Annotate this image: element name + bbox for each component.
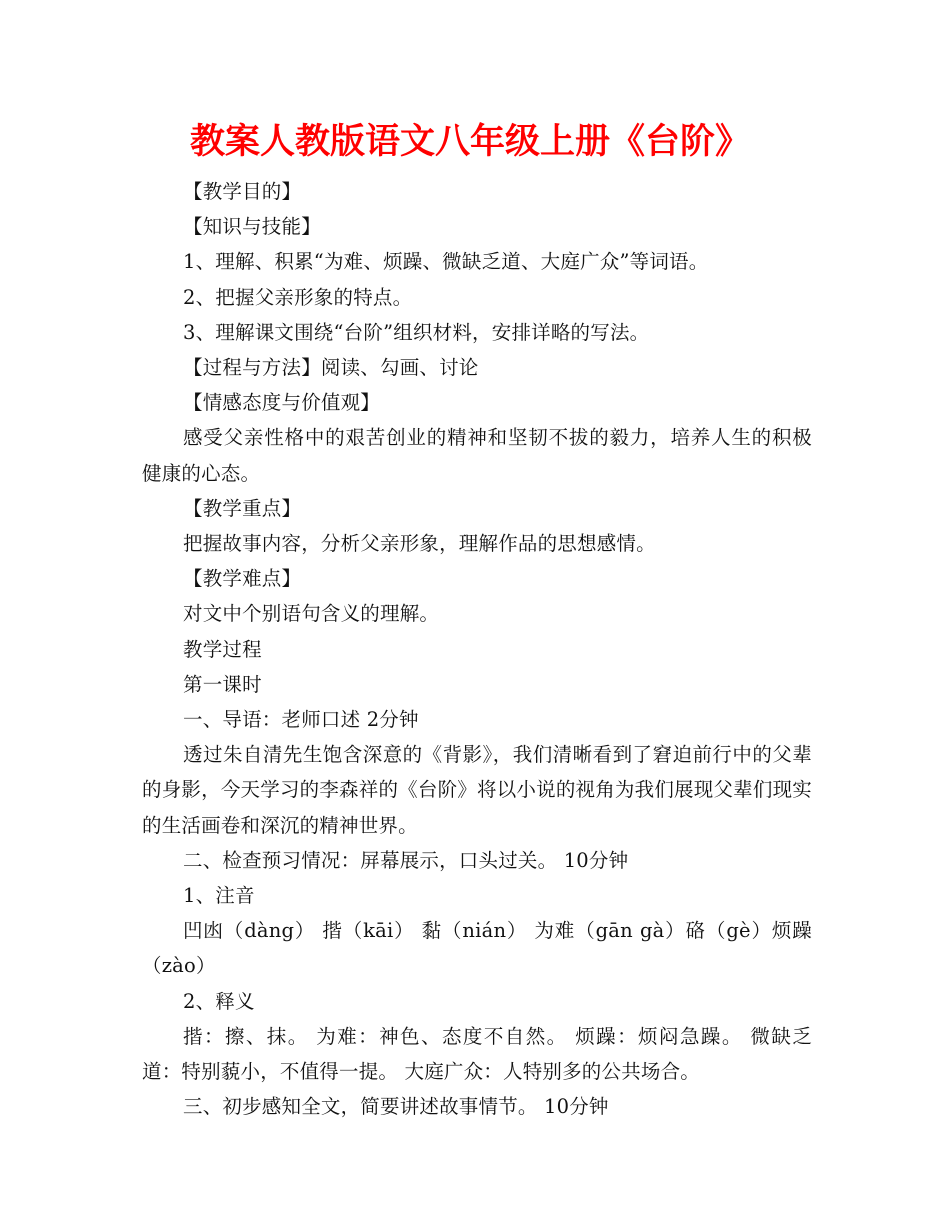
key-points-text: 把握故事内容，分析父亲形象，理解作品的思想感情。 [183, 532, 656, 556]
section-preview-check: 二、检查预习情况：屏幕展示，口头过关。 10分钟 [183, 848, 629, 872]
heading-difficulties: 【教学难点】 [183, 567, 302, 591]
difficulties-text: 对文中个别语句含义的理解。 [183, 602, 440, 626]
heading-teaching-process: 教学过程 [183, 637, 262, 661]
definitions-text: 揩：擦、抹。 为难：神色、态度不自然。 烦躁：烦闷急躁。 微缺乏道：特别藐小，不值得一提。 大庭广众：人特别多的公共场合。 [142, 1024, 812, 1084]
goal-item-1: 1、理解、积累“为难、烦躁、微缺乏道、大庭广众”等词语。 [183, 250, 709, 274]
document-page [142, 112, 812, 1124]
section-introduction: 一、导语：老师口述 2分钟 [183, 708, 419, 732]
section-perception: 三、初步感知全文，简要讲述故事情节。 10分钟 [183, 1095, 609, 1119]
heading-key-points: 【教学重点】 [183, 496, 302, 520]
emotion-values-text: 感受父亲性格中的艰苦创业的精神和坚韧不拔的毅力，培养人生的积极健康的心态。 [142, 426, 812, 485]
heading-process-methods: 【过程与方法】阅读、勾画、讨论 [183, 356, 479, 380]
goal-item-2: 2、把握父亲形象的特点。 [183, 285, 413, 309]
document-title: 教案人教版语文八年级上册《台阶》 [190, 122, 751, 162]
heading-first-lesson: 第一课时 [183, 672, 262, 696]
heading-emotion-values: 【情感态度与价值观】 [183, 391, 381, 415]
heading-knowledge-skills: 【知识与技能】 [183, 215, 321, 239]
introduction-text: 透过朱自清先生饱含深意的《背影》，我们清晰看到了窘迫前行中的父辈的身影，今天学习的李森祥的《台阶》将以小说的视角为我们展现父辈们现实的生活画卷和深沉的精神世界。 [142, 743, 812, 837]
subsection-definitions: 2、释义 [183, 989, 255, 1013]
goal-item-3: 3、理解课文围绕“台阶”组织材料，安排详略的写法。 [183, 320, 650, 344]
heading-teaching-goals: 【教学目的】 [183, 180, 302, 203]
subsection-pronunciation: 1、注音 [183, 884, 255, 908]
pronunciation-text: 凹凼（dàng） 揩（kāi） 黏（nián） 为难（gān gà）硌（gè）烦躁（zào） [142, 919, 812, 978]
